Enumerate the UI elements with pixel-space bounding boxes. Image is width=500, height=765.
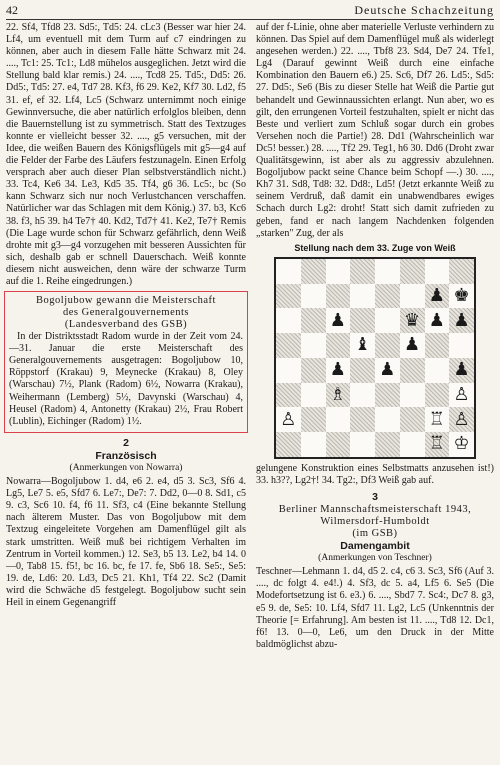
board-square <box>425 432 450 457</box>
board-square <box>449 358 474 383</box>
board-square <box>326 284 351 309</box>
board-square <box>276 259 301 284</box>
board-square <box>350 432 375 457</box>
board-square <box>400 358 425 383</box>
game-3-moves: 1. d4, d5 2. c4, c6 3. Sc3, Sf6 (Auf 3. ...., dc folgt 4. e4!.) 4. Sf3, dc 5. a4, Lf5 6. Se5 (Die Modefortsetzung ist 6. e3.) 6. ...., Sbd7 7. Sc4:, Dc7 8. g3, e5 9. de, Se5: 10. Lf4, Sfd7 11. Lg2, Lc5 (Unkenntnis der Theorie [= Erfahrung]. Am besten ist 11. ...., Td8 12. Dc1, f6! 13. 0—0, Le6, um den Druck in der Mitte baldmöglichst abzu- <box>256 566 495 650</box>
announcement-title-line-2: des Generalgouvernements <box>63 307 189 319</box>
game-3-players: Teschner—Lehmann <box>256 566 340 578</box>
board-square <box>375 432 400 457</box>
board-square <box>276 333 301 358</box>
black-queen-piece: ♛ <box>404 309 421 331</box>
board-square <box>375 383 400 408</box>
page-header <box>6 2 494 18</box>
board-square <box>350 358 375 383</box>
black-bishop-piece: ♝ <box>354 334 371 356</box>
game-2-players: Nowarra—Bogoljubow <box>6 476 101 488</box>
board-square <box>276 407 301 432</box>
diagram-caption: Stellung nach dem 33. Zuge von Weiß <box>294 242 456 253</box>
chess-board <box>274 257 476 459</box>
board-square <box>350 333 375 358</box>
board-square <box>276 432 301 457</box>
board-square <box>350 407 375 432</box>
board-square <box>301 383 326 408</box>
black-pawn-piece: ♟ <box>329 309 346 331</box>
board-square <box>375 407 400 432</box>
board-square <box>350 383 375 408</box>
board-square <box>276 358 301 383</box>
board-square <box>326 358 351 383</box>
board-square <box>375 284 400 309</box>
page-number: 42 <box>6 2 18 17</box>
board-square <box>326 407 351 432</box>
board-square <box>400 308 425 333</box>
board-square <box>400 383 425 408</box>
announcement-title-line-3: (Landesverband des GSB) <box>64 319 188 331</box>
white-rook-piece: ♖ <box>428 408 445 430</box>
left-column <box>6 22 246 610</box>
board-square <box>449 383 474 408</box>
white-rook-piece: ♖ <box>428 433 445 455</box>
board-square <box>425 358 450 383</box>
board-square <box>301 308 326 333</box>
black-pawn-piece: ♟ <box>453 359 470 381</box>
board-square <box>375 358 400 383</box>
board-square <box>375 333 400 358</box>
board-square <box>326 383 351 408</box>
board-square <box>425 383 450 408</box>
board-square <box>350 259 375 284</box>
white-king-piece: ♔ <box>453 433 470 455</box>
annotator-2: (Anmerkungen von Nowarra) <box>69 463 183 473</box>
white-pawn-piece: ♙ <box>453 383 470 405</box>
right-game-conclusion: gelungene Konstruktion eines Selbstmatts anzusehen ist!) 33. h3??, Lg2†! 34. Tg2:, Df3 Weiß gab auf. <box>256 462 494 486</box>
board-square <box>400 284 425 309</box>
board-square <box>276 308 301 333</box>
board-square <box>449 308 474 333</box>
board-square <box>276 284 301 309</box>
board-square <box>425 333 450 358</box>
board-square <box>425 407 450 432</box>
board-square <box>449 333 474 358</box>
board-square <box>301 284 326 309</box>
header-rule <box>6 19 494 20</box>
board-square <box>425 259 450 284</box>
board-square <box>301 333 326 358</box>
board-square <box>400 259 425 284</box>
game-3-title-line-2: (im GSB) <box>352 528 398 540</box>
board-square <box>326 308 351 333</box>
board-square <box>449 284 474 309</box>
game-2-moves: 1. d4, e6 2. e4, d5 3. Sc3, Sf6 4. Lg5, Le7 5. e5, Sfd7 6. Le7:, De7: 7. Dd2, 0—0 8. Sd1, c5 9. c3, Sc6 10. f4, f6 11. Sf3, c4 (Eine bekannte Stellung nach älterem Muster. Das von Bogoljubow mit dem Textzug eingeleitete Vorgehen am Damenflügel gilt als stark umstritten. Weiß muß bei richtigem Verhalten im Zentrum in Vorteil kommen.) 12. Se3, b5 13. Le2, b4 14. 0—0, Tab8 15. f5!, bc 16. bc, fe 17. fe, Sb6 18. Se5:, Se5: 19. de, Ld6: 20. Ld3, Dc5 21. Kh1, Tf4 22. Sc2 (Damit wird die Schwäche d5 festgelegt. Bogoljubow sucht sein Heil in einem Gegenangriff <box>6 476 246 609</box>
annotator-3: (Anmerkungen von Teschner) <box>318 553 432 564</box>
board-square <box>301 407 326 432</box>
game-3-text <box>256 566 494 651</box>
opening-name-3: Damengambit <box>340 540 410 553</box>
white-pawn-piece: ♙ <box>280 408 297 430</box>
board-square <box>425 308 450 333</box>
board-square <box>400 407 425 432</box>
board-square <box>301 259 326 284</box>
black-pawn-piece: ♟ <box>379 359 396 381</box>
board-square <box>326 432 351 457</box>
black-pawn-piece: ♟ <box>428 284 445 306</box>
board-square <box>301 358 326 383</box>
board-square <box>301 432 326 457</box>
game-2-text <box>6 476 246 609</box>
announcement-box <box>4 291 248 433</box>
black-pawn-piece: ♟ <box>329 359 346 381</box>
board-square <box>375 259 400 284</box>
board-square <box>400 333 425 358</box>
board-square <box>326 333 351 358</box>
board-square <box>449 432 474 457</box>
board-square <box>326 259 351 284</box>
black-pawn-piece: ♟ <box>428 309 445 331</box>
board-square <box>449 259 474 284</box>
board-square <box>350 308 375 333</box>
announcement-body: In der Distriktsstadt Radom wurde in der Zeit vom 24.—31. Januar die erste Meisterschaft des Generalgouvernements ausgetragen: Bogoljubow 10, Röppstorf (Krakau) 9, Meynecke (Krakau) 8, Oley (Warschau) 7½, Plank (Radom) 6½, Nowarra (Krakau), Weihermann (Lemberg) 5½, Davynski (Warschau) 4, Heusel (Radom) 4, Antonetty (Krakau) 2½, Frau Robert (Lublin), Eichinger (Radom) 1½. <box>9 331 243 427</box>
black-king-piece: ♚ <box>453 284 470 306</box>
black-pawn-piece: ♟ <box>453 309 470 331</box>
board-square <box>425 284 450 309</box>
game-number-2: 2 <box>123 436 129 449</box>
board-square <box>400 432 425 457</box>
chess-diagram <box>256 257 494 459</box>
opening-name-2: Französisch <box>95 449 157 462</box>
left-game-continuation: 22. Sf4, Tfd8 23. Sd5:, Td5: 24. cLc3 (Besser war hier 24. Lf4, um eventuell mit dem Turm auf c7 eindringen zu können, aber auch in diesem Falle hätte Schwarz mit 24. ...., Tc1: 25. Tc1:, Ld8 mühelos ausgeglichen. Jetzt wird die Stellung bald klar remis.) 24. ...., Tcd8 25. Td5:, Dd5: 26. Dd5:, Td5: 27. e4, Td7 28. Kf3, f6 29. Ke2, Kf7 30. Ld2, f5 31. ef, ef 32. Lf4, Lc5 (Schwarz unternimmt noch einige Gewinnversuche, die aber natürlich erfolglos bleiben, denn die Bauernstellung ist zu symmetrisch. Statt des Textzuges konnte er vielleicht besser 32. ...., g5 versuchen, mit der Idee, die weißen Bauern des Königsflügels mit g5—g4 auf die Felder der Farbe des Läufers festzunageln. Einen Erfolg versprach aber auch dieser Plan selbstverständlich nicht.) 33. Tc4, Ke6 34. Le3, Kd5 35. Tf4, g6 36. Lc5:, bc (So kann Schwarz sich nur noch Verlustchancen verschaffen. Natürlicher war das Schlagen mit dem König.) 37. b3, Kc6 38. f3, h5 39. h4 Te7† 40. Kd2, Td7† 41. Ke2, Te7† Remis (Die Lage wurde schon für Schwarz gefährlich, denn Weiß drohte mit g3—g4 vorzugehen mit besseren Aussichten für sich, deshalb gab er schnell Dauerschach. Weiß konnte diesem nicht ausweichen, denn wäre der schwarze Turm auf die 1. Reihe eingedrungen.) <box>6 22 246 287</box>
board-square <box>350 284 375 309</box>
black-pawn-piece: ♟ <box>404 334 421 356</box>
board-square <box>449 407 474 432</box>
white-pawn-piece: ♙ <box>453 408 470 430</box>
journal-title: Deutsche Schachzeitung <box>354 2 494 17</box>
right-game-continuation: auf der f-Linie, ohne aber materielle Verluste verhindern zu können. Das Spiel auf dem Damenflügel muß als widerlegt angesehen werden.) 22. ...., Tbf8 23. Sd4, De7 24. Tfe1, Lg4 (Darauf gewinnt Weiß durch eine einfache Kombination den Bauern e6.) 25. Sc6, Df7 26. Ld5:, Sd5: 27. Dd5:, Se6 (Bis zu dieser Stelle hat Weiß die Partie gut behandelt und Gewinnaussichten erlangt. Nun aber, wo es gilt, den errungenen Vorteil festzuhalten, spielt er nicht das Beste und verliert zum Schluß sogar durch ein grobes Versehen noch die Partie!) 28. Dd1 (Wahrscheinlich war Dc5! besser.) 28. ...., Tf2 29. Teg1, h6 30. Dd6 (Droht zwar Qualitätsgewinn, ist aber als zu aggressiv abzulehnen. Bogoljubow packt seine Chance beim Schopf —.) 30. ...., Kh7 31. Sd8, Td8: 32. Dd8:, Ld5! (Jetzt erkannte Weiß zu seinem Verdruß, daß damit ein unabwendbares ewiges Schach durch Lg2: droht! Statt sich damit zufrieden zu geben, fand er nach langem Nachdenken folgenden „starken" Zug, der als <box>256 22 494 239</box>
game-number-3: 3 <box>372 490 378 503</box>
game-3-title-line-1: Berliner Mannschaftsmeisterschaft 1943, Wilmersdorf-Humboldt <box>278 504 472 528</box>
right-column <box>256 22 494 652</box>
board-square <box>375 308 400 333</box>
announcement-title-line-1: Bogoljubow gewann die Meisterschaft <box>36 295 216 307</box>
board-square <box>276 383 301 408</box>
white-bishop-piece: ♗ <box>329 383 346 405</box>
